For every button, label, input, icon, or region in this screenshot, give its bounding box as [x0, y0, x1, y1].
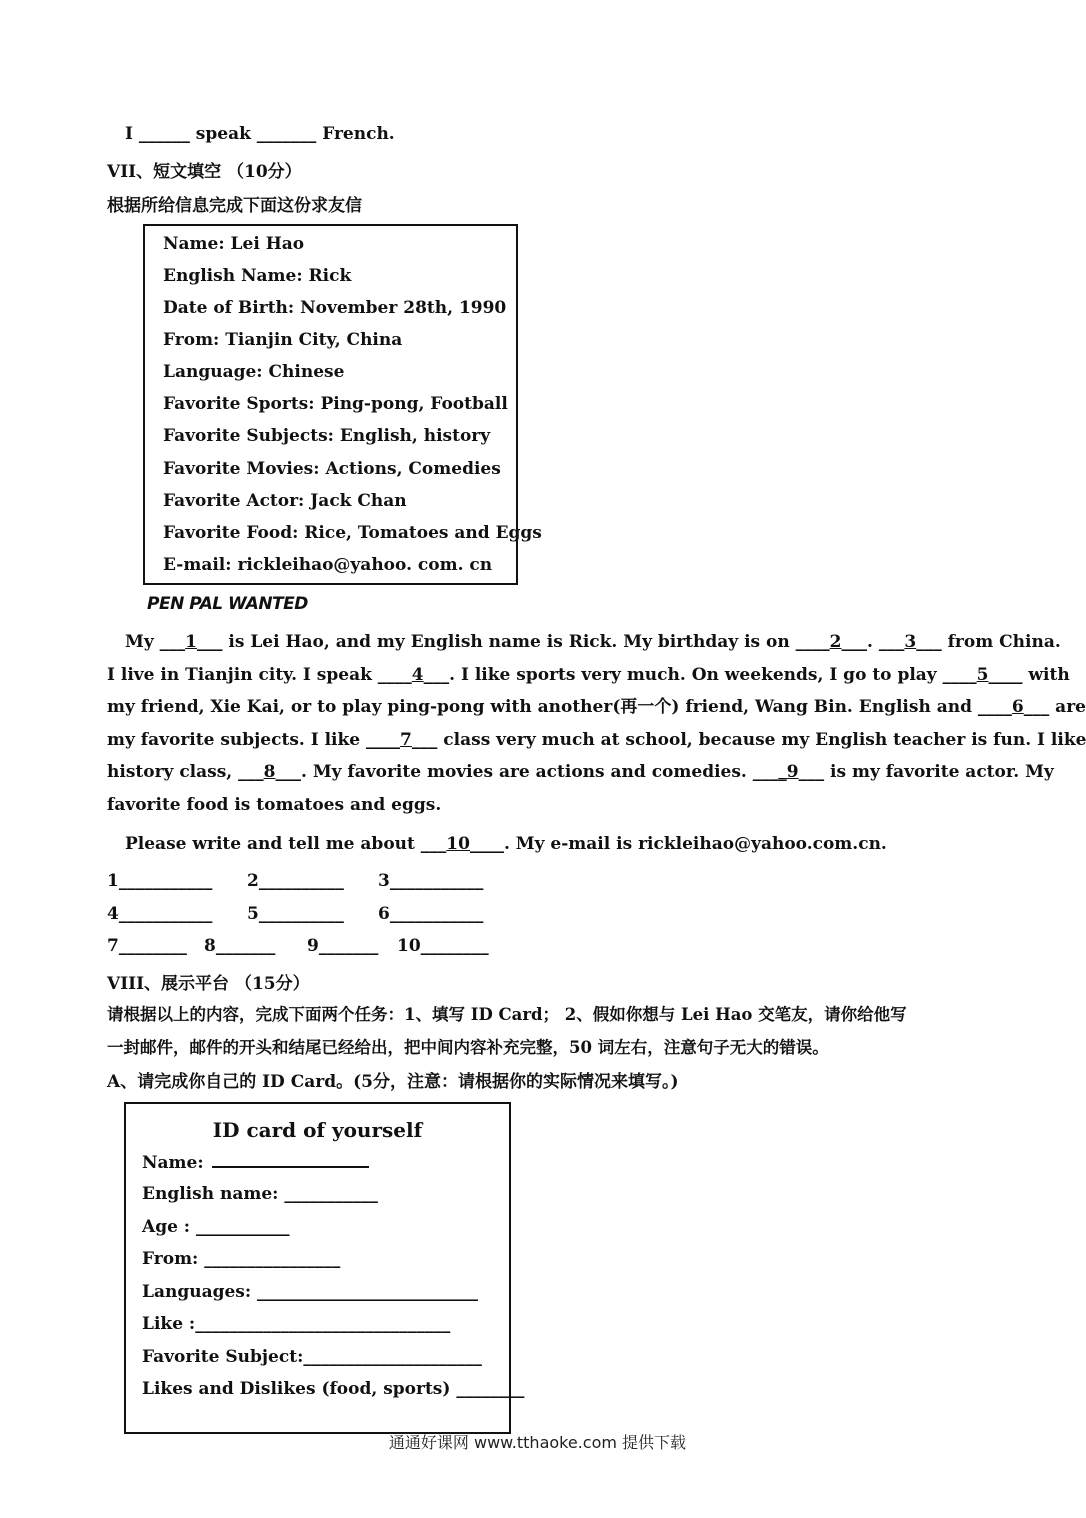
passage-line	[107, 724, 1086, 757]
id-card-line[interactable]: Likes and Dislikes (food, sports) ________	[142, 1379, 525, 1399]
answer-blank[interactable]: 1___________	[107, 871, 213, 891]
blank-number: 4	[411, 664, 424, 685]
id-card-line[interactable]: Languages: __________________________	[142, 1282, 479, 1302]
id-card-line[interactable]: From: ________________	[142, 1249, 341, 1269]
pen-pal-title: PEN PAL WANTED	[147, 594, 308, 614]
blank-number: 10	[446, 834, 470, 854]
answer-blank[interactable]: 9_______	[307, 936, 379, 956]
id-card-line[interactable]: Favorite Subject:_____________________	[142, 1347, 482, 1367]
id-card-line[interactable]: English name: ___________	[142, 1184, 378, 1204]
passage-text: ___. My favorite movies are actions and comedies. ___	[275, 762, 779, 782]
answer-blank[interactable]: 8_______	[204, 936, 276, 956]
passage-line	[107, 691, 1086, 724]
answer-blank[interactable]: 2__________	[247, 871, 344, 891]
blank-number: 2	[829, 632, 842, 652]
passage-line	[107, 828, 967, 861]
footer: 通通好课网 www.tthaoke.com 提供下载	[388, 1433, 687, 1452]
passage-text: ____. My e-mail is rickleihao@yahoo.com.cn.	[469, 834, 887, 854]
profile-line: Name: Lei Hao	[163, 234, 305, 254]
answer-blank[interactable]: 3___________	[378, 871, 484, 891]
profile-line: Favorite Movies: Actions, Comedies	[163, 459, 501, 479]
profile-line: Favorite Food: Rice, Tomatoes and Eggs	[163, 523, 542, 543]
blank-number: 8	[263, 762, 276, 782]
id-card-line[interactable]: Like :______________________________	[142, 1314, 451, 1334]
profile-line: English Name: Rick	[163, 266, 352, 286]
id-card	[124, 1102, 525, 1434]
passage-line	[107, 659, 1070, 692]
profile-line: Language: Chinese	[163, 362, 345, 382]
id-card-title: ID card of yourself	[212, 1118, 423, 1142]
section8-instruction-2: 一封邮件，邮件的开头和结尾已经给出，把中间内容补充完整，50 词左右，注意句子无大的错误。	[107, 1038, 829, 1057]
blank-number: 3	[904, 632, 917, 652]
id-card-line[interactable]: Age : ___________	[142, 1217, 290, 1237]
answer-blank[interactable]: 4___________	[107, 904, 213, 924]
answer-blank[interactable]: 6___________	[378, 904, 484, 924]
section7-instruction: 根据所给信息完成下面这份求友信	[107, 196, 362, 216]
passage-text: history class, ___	[107, 762, 264, 782]
passage-text: ___. ___	[841, 632, 905, 652]
profile-line: Favorite Actor: Jack Chan	[163, 491, 407, 511]
blank-number: 1	[185, 632, 197, 652]
blank-number: 5	[976, 664, 989, 685]
profile-line: E-mail: rickleihao@yahoo. com. cn	[163, 555, 493, 575]
passage-text: ___ from China.	[916, 632, 1061, 652]
passage-text: favorite food is tomatoes and eggs.	[107, 794, 442, 815]
passage-text: My ___	[125, 632, 186, 652]
answer-blank[interactable]: 10________	[397, 936, 489, 956]
passage-closing	[107, 828, 967, 861]
answer-blank[interactable]: 5__________	[247, 904, 344, 924]
passage-line	[107, 789, 967, 822]
task-a: A、请完成你自己的 ID Card。(5分，注意：请根据你的实际情况来填写。)	[107, 1072, 679, 1092]
id-name-label: Name:	[142, 1153, 204, 1173]
id-name-row	[142, 1152, 369, 1173]
answer-blank[interactable]: 7________	[107, 936, 187, 956]
passage-text: my favorite subjects. I like ____	[107, 729, 401, 750]
passage-text: my friend, Xie Kai, or to play ping-pong with another(再一个) friend, Wang Bin. English and ____	[107, 697, 1012, 717]
profile-box	[143, 224, 542, 585]
blank-number: 6	[1011, 697, 1024, 717]
top-line: I ______ speak _______ French.	[125, 124, 395, 144]
passage-line	[107, 756, 1054, 789]
blank-number: _9	[778, 762, 799, 782]
passage-text: ___ are	[1023, 697, 1086, 717]
passage	[107, 626, 1086, 821]
passage-text: I live in Tianjin city. I speak ____	[107, 664, 412, 685]
passage-line	[107, 626, 1061, 659]
passage-text: ____ with	[988, 664, 1070, 685]
passage-text: ___. I like sports very much. On weekends, I go to play ____	[423, 664, 977, 685]
passage-text: Please write and tell me about ___	[125, 834, 447, 854]
blank-number: 7	[400, 729, 412, 750]
profile-line: From: Tianjin City, China	[163, 330, 403, 350]
passage-text: ___ is Lei Hao, and my English name is Rick. My birthday is on ____	[196, 632, 830, 652]
section8-instruction-1: 请根据以上的内容，完成下面两个任务：1、填写 ID Card； 2、假如你想与 Lei Hao 交笔友，请你给他写	[107, 1005, 907, 1024]
passage-text: ___ is my favorite actor. My	[798, 762, 1054, 782]
profile-line: Date of Birth: November 28th, 1990	[163, 298, 507, 318]
section7-heading: VII、短文填空 （10分）	[107, 162, 302, 182]
profile-line: Favorite Sports: Ping-pong, Football	[163, 394, 508, 414]
passage-text: ___ class very much at school, because my English teacher is fun. I like	[411, 729, 1086, 750]
id-name-field[interactable]	[212, 1152, 369, 1168]
profile-line: Favorite Subjects: English, history	[163, 426, 491, 446]
section8-heading: VIII、展示平台 （15分）	[107, 974, 310, 994]
